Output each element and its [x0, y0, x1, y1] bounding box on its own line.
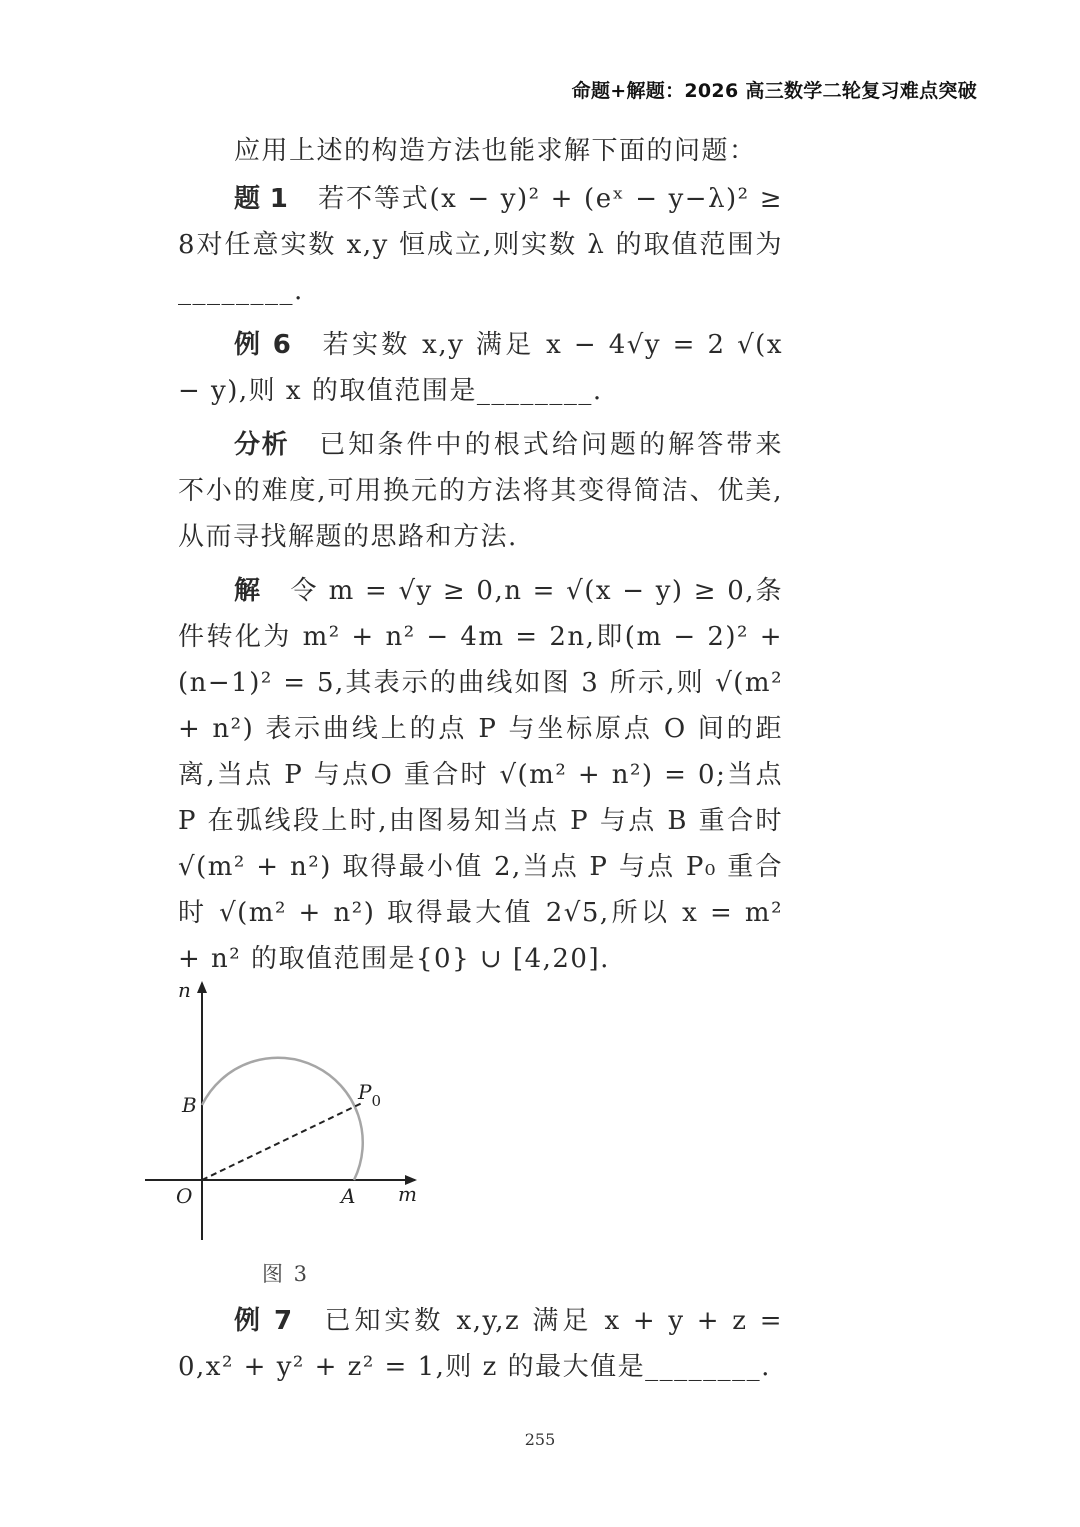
label-B: B — [182, 1093, 197, 1117]
label-P: P — [358, 1080, 372, 1104]
page-number: 255 — [524, 1430, 556, 1449]
label-P-subscript: 0 — [371, 1092, 382, 1110]
dashed-segment-op0 — [202, 1103, 362, 1180]
analysis-label: 分析 — [234, 430, 290, 460]
label-m: m — [398, 1182, 417, 1206]
circle-arc — [202, 1058, 363, 1180]
example-7-body: 已知实数 x,y,z 满足 x + y + z = 0,x² + y² + z² = 1,则 z 的最大值是________. — [178, 1306, 783, 1382]
running-header: 命题+解题：2026 高三数学二轮复习难点突破 — [571, 80, 977, 102]
problem-1-body: 若不等式(x − y)² + (eˣ − y−λ)² ≥ 8对任意实数 x,y 恒成立,则实数 λ 的取值范围为________. — [178, 184, 783, 306]
example-6-body: 若实数 x,y 满足 x − 4√y = 2 √(x − y),则 x 的取值范围是________. — [178, 330, 783, 406]
example-6-label: 例 6 — [234, 330, 291, 360]
example-7-block — [178, 1298, 783, 1390]
main-text — [178, 128, 783, 982]
solution — [178, 568, 783, 982]
figure-3-diagram — [140, 975, 430, 1245]
analysis-body: 已知条件中的根式给问题的解答带来不小的难度,可用换元的方法将其变得简洁、优美,从而寻找解题的思路和方法. — [178, 430, 783, 552]
example-7 — [178, 1298, 783, 1390]
solution-body: 令 m = √y ≥ 0,n = √(x − y) ≥ 0,条件转化为 m² + n² − 4m = 2n,即(m − 2)² + (n−1)² = 5,其表示的曲线如图 3 所示,则 √(m² + n²) 表示曲线上的点 P 与坐标原点 O 间的距离,当点 P 与点O 重合时 √(m² + n²) = 0;当点 P 在弧线段上时,由图易知当点 P 与点 B 重合时 √(m² + n²) 取得最小值 2,当点 P 与点 P₀ 重合时 √(m² + n²) 取得最大值 2√5,所以 x = m² + n² 的取值范围是{0} ∪ [4,20]. — [178, 576, 783, 974]
problem-1-label: 题 1 — [234, 184, 288, 214]
analysis — [178, 422, 783, 560]
intro-paragraph: 应用上述的构造方法也能求解下面的问题： — [234, 136, 757, 166]
problem-1 — [178, 176, 783, 314]
figure-caption: 图 3 — [262, 1262, 310, 1286]
example-7-label: 例 7 — [234, 1306, 293, 1336]
label-n: n — [178, 978, 191, 1002]
label-A: A — [341, 1184, 356, 1208]
solution-label: 解 — [234, 576, 261, 606]
label-O: O — [176, 1184, 193, 1208]
label-P0 — [357, 1080, 381, 1110]
example-6 — [178, 322, 783, 414]
